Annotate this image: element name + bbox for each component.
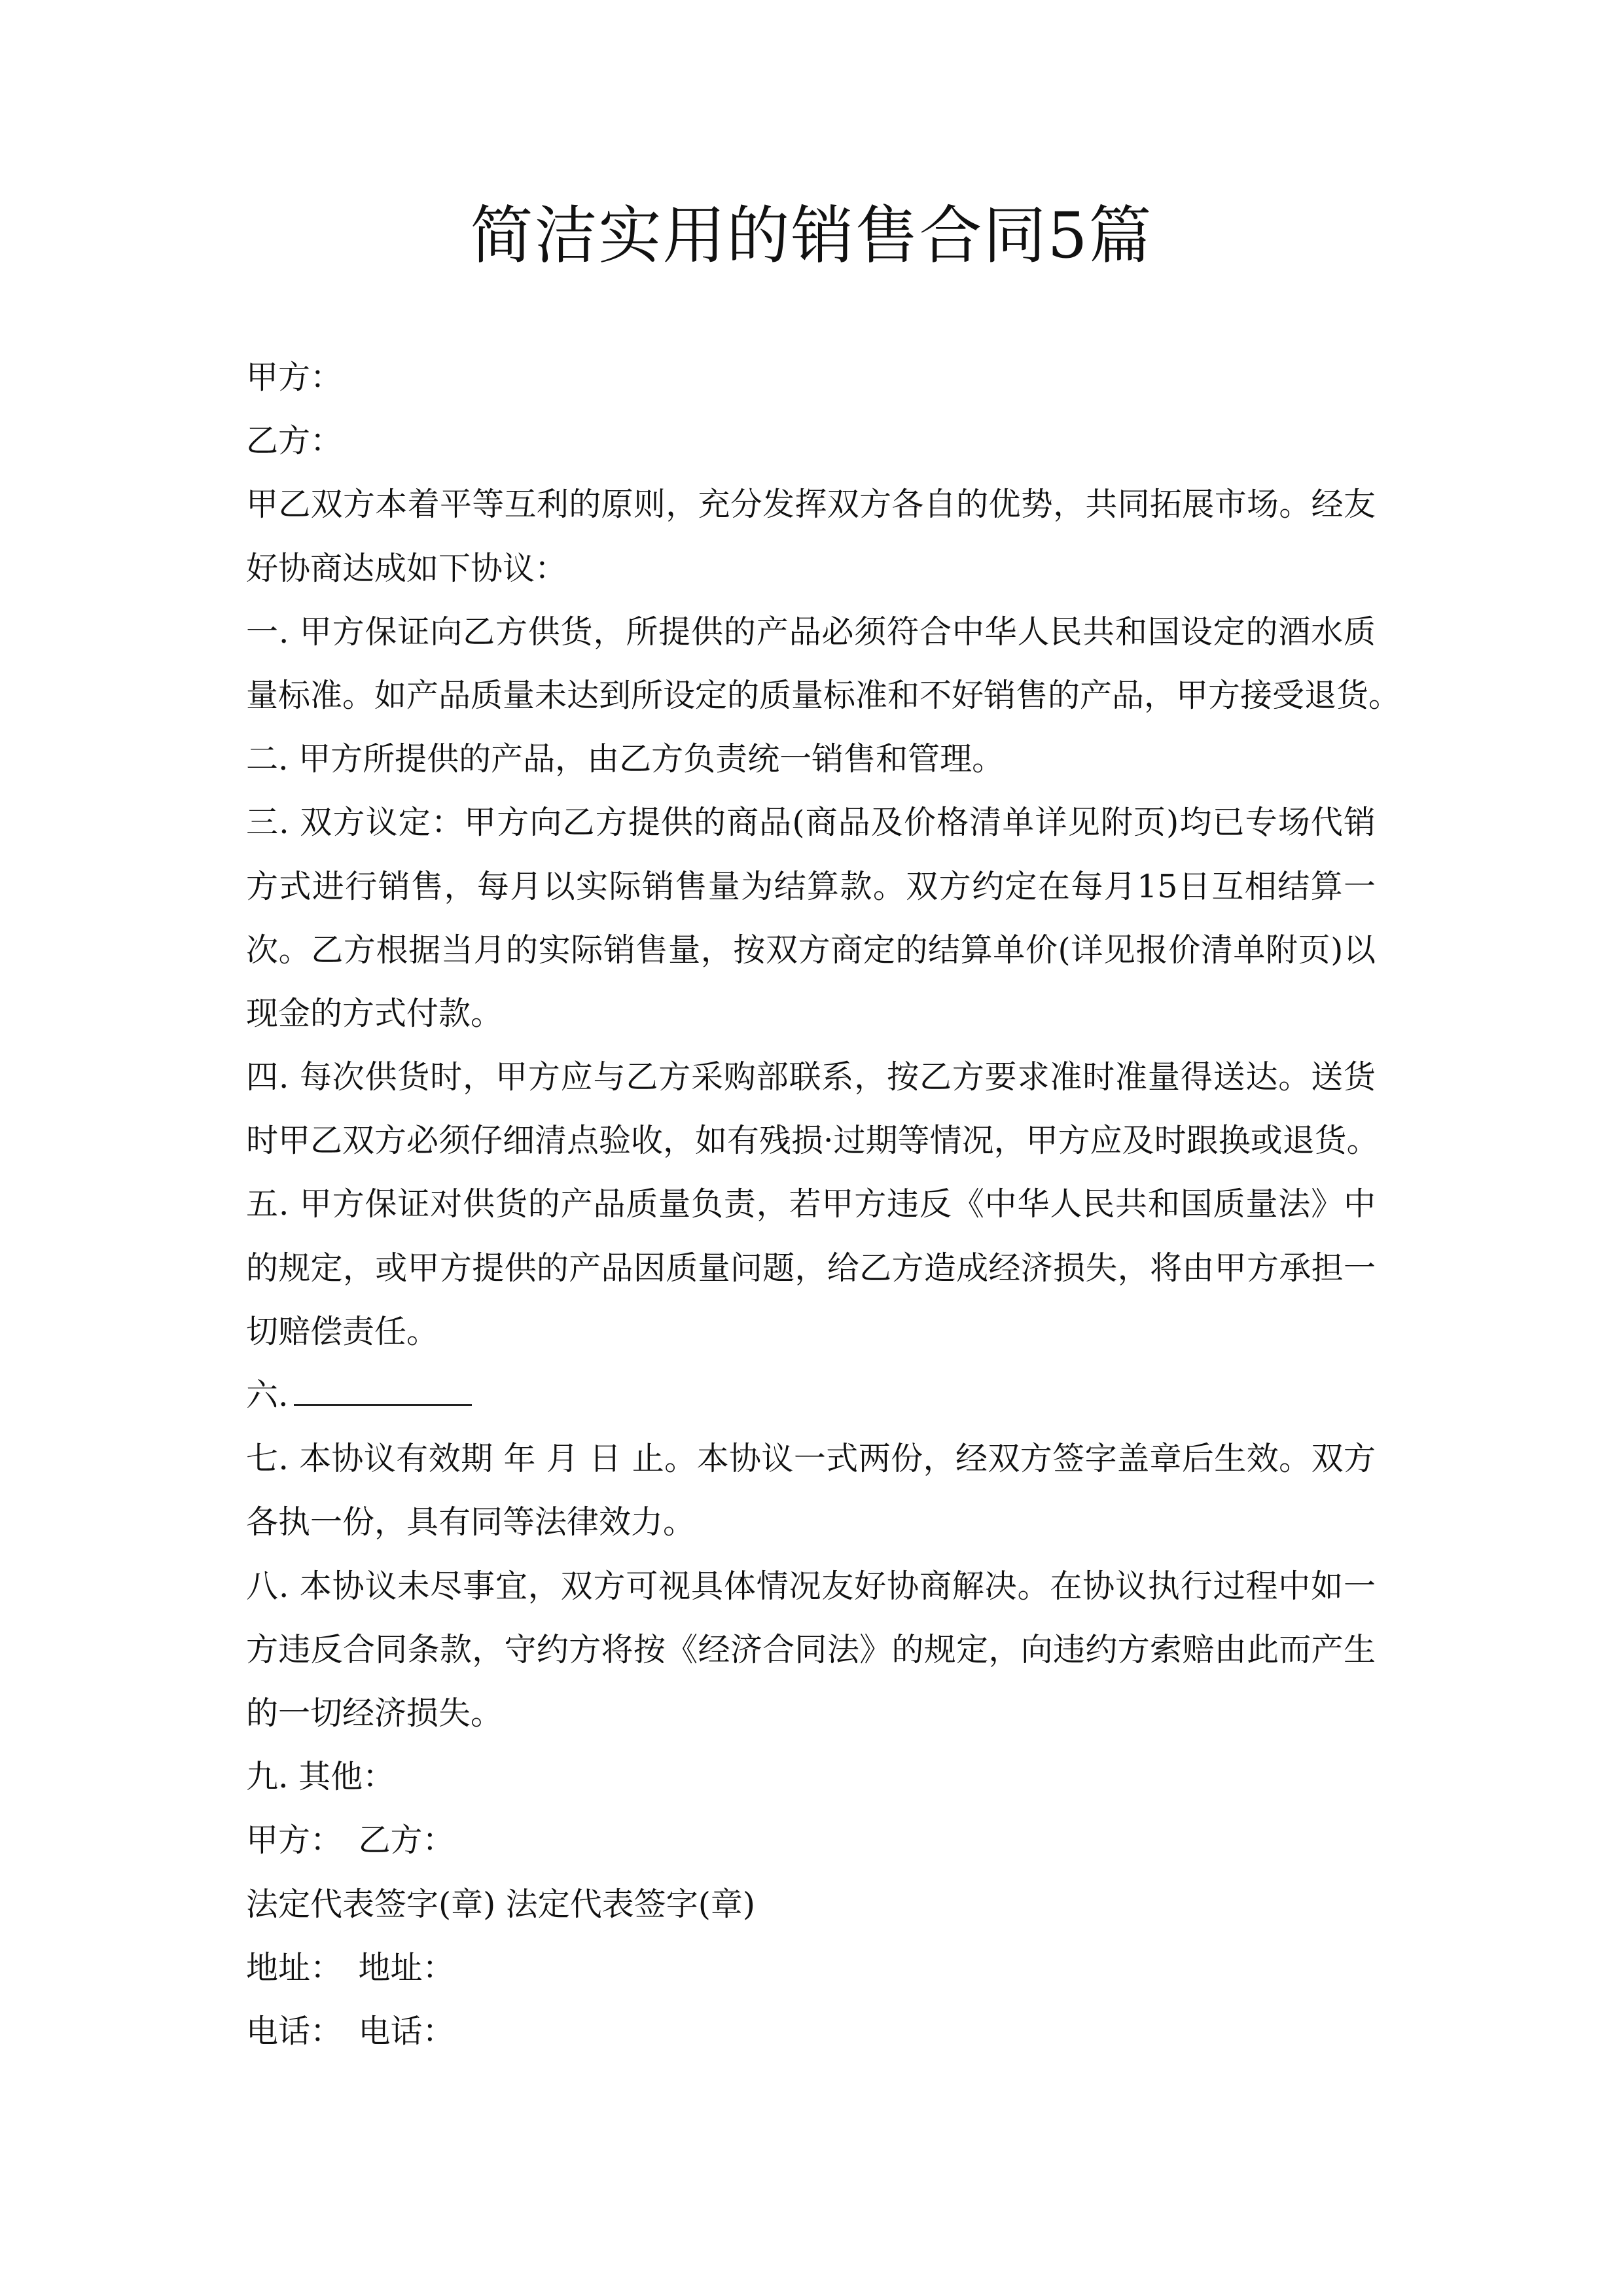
line-text: 六. (246, 1376, 289, 1414)
line-text: 八. 本协议未尽事宜，双方可视具体情况友好协商解决。在协议执行过程中如一 (246, 1567, 1376, 1605)
text-line (246, 1936, 1376, 2000)
line-text: 的一切经济损失。 (246, 1694, 503, 1732)
text-line (246, 791, 1376, 854)
line-text: 三. 双方议定：甲方向乙方提供的商品(商品及价格清单详见附页)均已专场代销 (246, 804, 1376, 842)
text-line (246, 1873, 1376, 1936)
line-text: 九. 其他： (246, 1758, 395, 1796)
line-text: 乙方： (246, 422, 343, 460)
text-line (246, 1172, 1376, 1236)
text-line (246, 1236, 1376, 1300)
line-text: 现金的方式付款。 (246, 994, 503, 1032)
line-text: 甲乙双方本着平等互利的原则，充分发挥双方各自的优势，共同拓展市场。经友 (246, 486, 1376, 524)
line-text: 方违反合同条款，守约方将按《经济合同法》的规定，向违约方索赔由此而产生 (246, 1630, 1376, 1668)
text-line (246, 1490, 1376, 1554)
text-line (246, 537, 1376, 600)
line-text: 方式进行销售，每月以实际销售量为结算款。双方约定在每月15日互相结算一 (246, 867, 1376, 905)
line-text: 电话： 电话： (246, 2012, 455, 2050)
line-text: 次。乙方根据当月的实际销售量，按双方商定的结算单价(详见报价清单附页)以 (246, 931, 1376, 969)
line-text: 二. 甲方所提供的产品，由乙方负责统一销售和管理。 (246, 740, 1005, 778)
text-line (246, 727, 1376, 791)
text-line (246, 473, 1376, 536)
text-line (246, 1109, 1379, 1172)
text-line (246, 1745, 1376, 1808)
line-text: 切赔偿责任。 (246, 1312, 439, 1350)
text-line (246, 1045, 1376, 1109)
text-line (246, 664, 1401, 727)
line-text: 七. 本协议有效期 年 月 日 止。本协议一式两份，经双方签字盖章后生效。双方 (246, 1440, 1376, 1478)
line-text: 好协商达成如下协议： (246, 549, 567, 587)
text-line (246, 855, 1376, 918)
line-text: 地址： 地址： (246, 1948, 455, 1986)
text-line (246, 1427, 1376, 1490)
text-line (246, 2000, 1376, 2063)
line-text: 一. 甲方保证向乙方供货，所提供的产品必须符合中华人民共和国设定的酒水质 (246, 613, 1376, 651)
text-line (246, 1300, 1376, 1363)
text-line (246, 1554, 1376, 1618)
line-text: 的规定，或甲方提供的产品因质量问题，给乙方造成经济损失，将由甲方承担一 (246, 1249, 1376, 1287)
line-text: 五. 甲方保证对供货的产品质量负责，若甲方违反《中华人民共和国质量法》中 (246, 1185, 1376, 1223)
line-text: 甲方： 乙方： (246, 1821, 455, 1859)
text-line (246, 1618, 1376, 1681)
line-text: 时甲乙双方必须仔细清点验收，如有残损·过期等情况，甲方应及时跟换或退货。 (246, 1122, 1379, 1160)
line-text: 法定代表签字(章) 法定代表签字(章) (246, 1885, 756, 1923)
fill-in-blank (294, 1378, 472, 1406)
text-line (246, 600, 1376, 664)
text-line (246, 1363, 1376, 1427)
text-line (246, 1808, 1376, 1872)
text-line (246, 409, 1376, 473)
line-text: 甲方： (246, 359, 343, 396)
text-line (246, 982, 1376, 1045)
line-text: 四. 每次供货时，甲方应与乙方采购部联系，按乙方要求准时准量得送达。送货 (246, 1058, 1376, 1096)
line-text: 各执一份，具有同等法律效力。 (246, 1503, 696, 1541)
contract-body (246, 346, 1401, 2063)
text-line (246, 1681, 1376, 1745)
document-title: 简洁实用的销售合同5篇 (470, 199, 1153, 272)
text-line (246, 346, 1376, 409)
line-text: 量标准。如产品质量未达到所设定的质量标准和不好销售的产品，甲方接受退货。 (246, 676, 1401, 714)
text-line (246, 918, 1376, 982)
